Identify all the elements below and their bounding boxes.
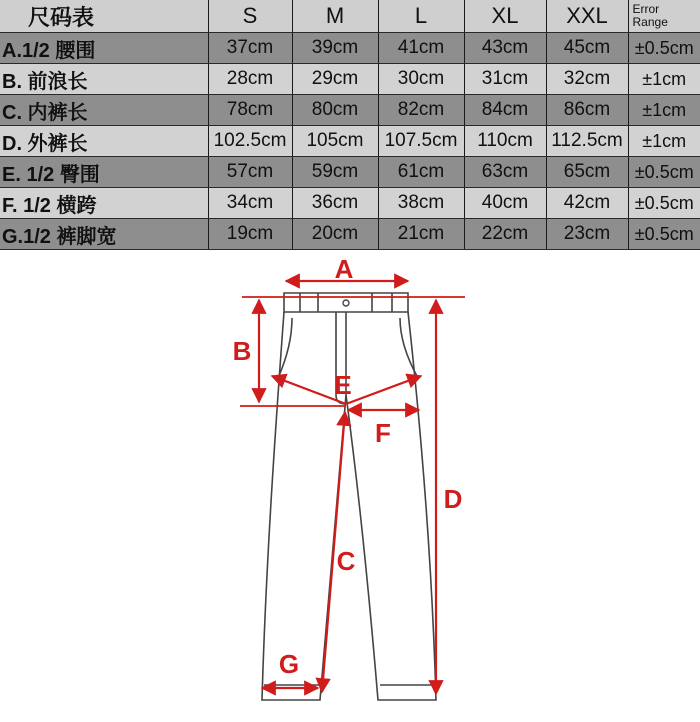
cell-value: 20cm	[292, 219, 378, 250]
cell-value: 19cm	[208, 219, 292, 250]
waist-button	[343, 300, 349, 306]
cell-value: 80cm	[292, 95, 378, 126]
cell-error: ±0.5cm	[628, 157, 700, 188]
error-header-line1: Error	[632, 2, 660, 16]
cell-error: ±0.5cm	[628, 33, 700, 64]
cell-value: 107.5cm	[378, 126, 464, 157]
size-l-header: L	[378, 0, 464, 33]
measurement-lines	[240, 281, 465, 694]
label-d: D	[443, 484, 463, 514]
cell-value: 31cm	[464, 64, 546, 95]
cell-value: 61cm	[378, 157, 464, 188]
cell-error: ±1cm	[628, 64, 700, 95]
cell-value: 42cm	[546, 188, 628, 219]
cell-value: 29cm	[292, 64, 378, 95]
row-label: A.1/2 腰围	[0, 33, 208, 64]
cell-value: 110cm	[464, 126, 546, 157]
row-label: B. 前浪长	[0, 64, 208, 95]
cell-value: 28cm	[208, 64, 292, 95]
cell-error: ±0.5cm	[628, 219, 700, 250]
cell-value: 36cm	[292, 188, 378, 219]
cell-value: 39cm	[292, 33, 378, 64]
size-s-header: S	[208, 0, 292, 33]
label-c: C	[336, 546, 356, 576]
cell-value: 30cm	[378, 64, 464, 95]
cell-value: 43cm	[464, 33, 546, 64]
row-label: C. 内裤长	[0, 95, 208, 126]
cell-value: 78cm	[208, 95, 292, 126]
label-b: B	[232, 336, 252, 366]
cell-value: 37cm	[208, 33, 292, 64]
row-label: G.1/2 裤脚宽	[0, 219, 208, 250]
cell-value: 84cm	[464, 95, 546, 126]
error-header-line2: Range	[632, 15, 668, 29]
cell-value: 82cm	[378, 95, 464, 126]
cell-value: 41cm	[378, 33, 464, 64]
label-f: F	[375, 418, 391, 448]
size-xl-header: XL	[464, 0, 546, 33]
cell-value: 34cm	[208, 188, 292, 219]
cell-value: 112.5cm	[546, 126, 628, 157]
size-m-header: M	[292, 0, 378, 33]
size-xxl-header: XXL	[546, 0, 628, 33]
label-a: A	[334, 254, 354, 284]
cell-error: ±0.5cm	[628, 188, 700, 219]
cell-value: 38cm	[378, 188, 464, 219]
cell-value: 22cm	[464, 219, 546, 250]
cell-value: 59cm	[292, 157, 378, 188]
cell-error: ±1cm	[628, 126, 700, 157]
label-e: E	[334, 370, 352, 400]
cell-value: 57cm	[208, 157, 292, 188]
cell-value: 86cm	[546, 95, 628, 126]
row-label: E. 1/2 臀围	[0, 157, 208, 188]
cell-value: 65cm	[546, 157, 628, 188]
cell-value: 45cm	[546, 33, 628, 64]
cell-error: ±1cm	[628, 95, 700, 126]
cell-value: 23cm	[546, 219, 628, 250]
cell-value: 105cm	[292, 126, 378, 157]
cell-value: 63cm	[464, 157, 546, 188]
cell-value: 32cm	[546, 64, 628, 95]
cell-value: 21cm	[378, 219, 464, 250]
row-label: D. 外裤长	[0, 126, 208, 157]
label-g: G	[278, 649, 300, 679]
pants-outline	[262, 293, 436, 700]
cell-value: 102.5cm	[208, 126, 292, 157]
row-label: F. 1/2 横跨	[0, 188, 208, 219]
cell-value: 40cm	[464, 188, 546, 219]
table-title: 尺码表	[0, 0, 208, 33]
